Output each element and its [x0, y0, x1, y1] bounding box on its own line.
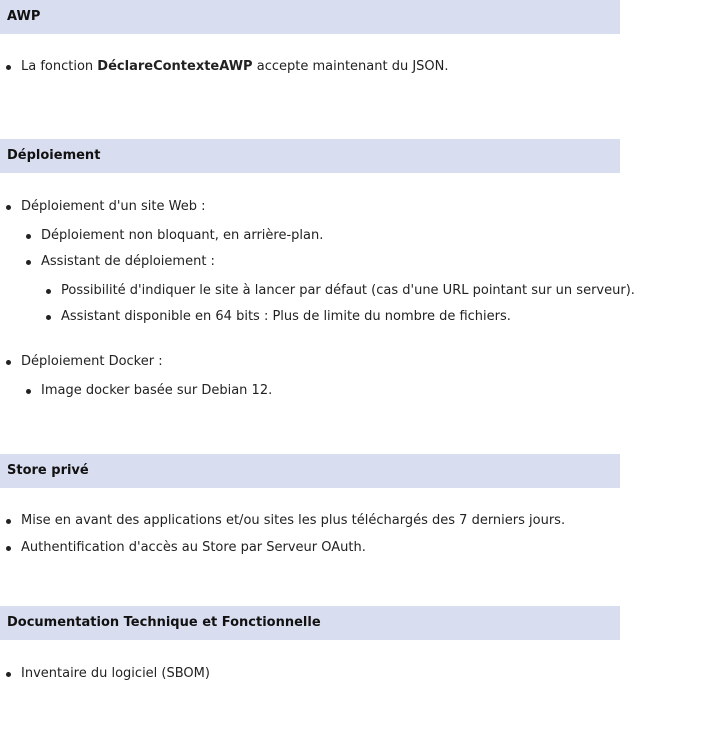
bullet-icon	[46, 315, 51, 320]
bullet-icon	[6, 519, 11, 524]
list-item-text: Inventaire du logiciel (SBOM)	[21, 666, 210, 681]
list-item-suffix: accepte maintenant du JSON.	[252, 59, 449, 74]
list-item-text: Assistant de déploiement :	[41, 254, 215, 269]
section-header-awp: AWP	[0, 0, 620, 34]
section-header-deploiement: Déploiement	[0, 139, 620, 173]
list-item-text: Authentification d'accès au Store par Serveur OAuth.	[21, 540, 366, 555]
section-header-store-prive: Store privé	[0, 454, 620, 488]
list-item-text: Mise en avant des applications et/ou sites les plus téléchargés des 7 derniers jours.	[21, 513, 566, 528]
list-item-text: Possibilité d'indiquer le site à lancer par défaut (cas d'une URL pointant sur un serveur).	[61, 283, 635, 298]
list-item-text: Déploiement Docker :	[21, 354, 163, 369]
list-item-text: Image docker basée sur Debian 12.	[41, 383, 273, 398]
bullet-icon	[6, 672, 11, 677]
bullet-icon	[6, 546, 11, 551]
bullet-icon	[6, 65, 11, 70]
bullet-icon	[46, 289, 51, 294]
bullet-icon	[26, 260, 31, 265]
bullet-icon	[26, 389, 31, 394]
bullet-icon	[26, 234, 31, 239]
list-item-text: Assistant disponible en 64 bits : Plus de limite du nombre de fichiers.	[61, 309, 511, 324]
function-name: DéclareContexteAWP	[97, 59, 253, 74]
bullet-icon	[6, 360, 11, 365]
section-header-documentation: Documentation Technique et Fonctionnelle	[0, 606, 620, 640]
list-item-text: Déploiement d'un site Web :	[21, 199, 206, 214]
list-item-text: Déploiement non bloquant, en arrière-plan.	[41, 228, 324, 243]
list-item-prefix: La fonction	[21, 59, 98, 74]
bullet-icon	[6, 205, 11, 210]
